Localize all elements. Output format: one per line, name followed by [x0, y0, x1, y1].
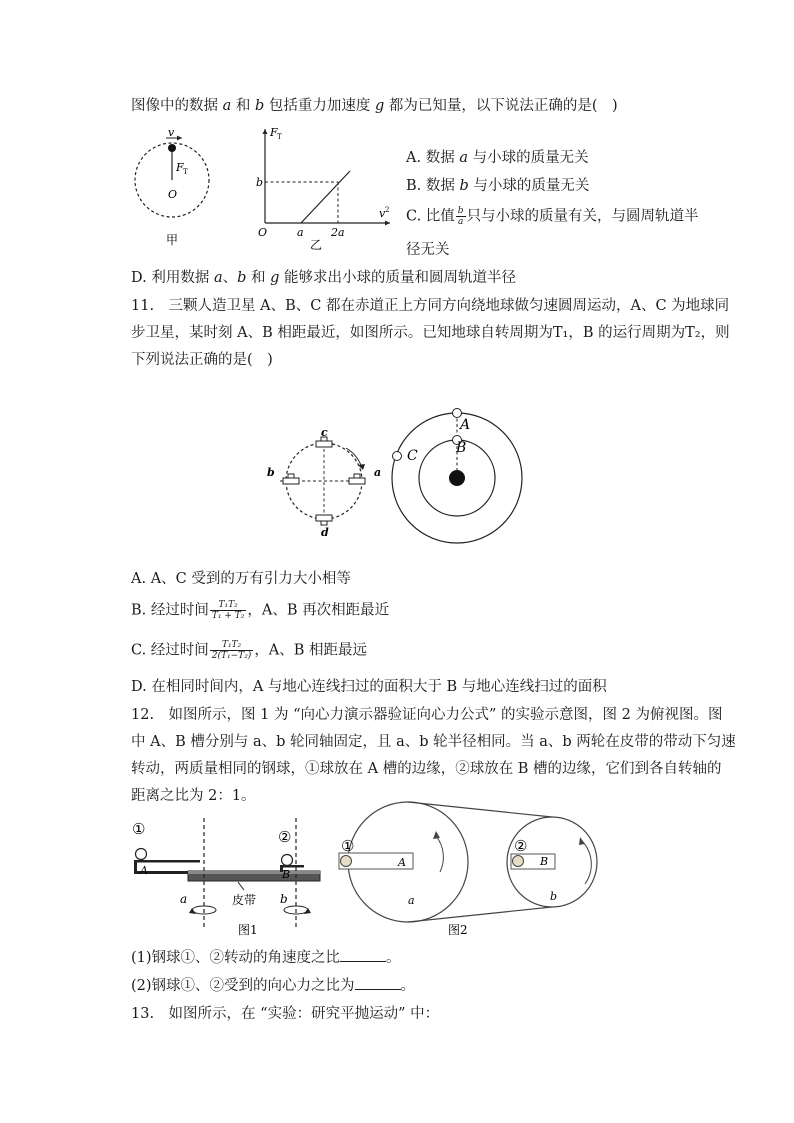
svg-text:d: d [321, 526, 329, 539]
svg-text:B: B [282, 868, 291, 881]
fraction-b-over-a: $\frac{b}{a}$ [457, 206, 464, 227]
svg-text:B: B [456, 440, 467, 456]
q12-sub2: (2)钢球①、②受到的向心力之比为 。 [131, 975, 415, 996]
svg-text:图2: 图2 [448, 923, 468, 937]
svg-text:②: ② [514, 837, 528, 855]
figure-jia [128, 128, 228, 253]
q11-option-a: A. A、C 受到的万有引力大小相等 [131, 571, 351, 587]
svg-text:v: v [168, 126, 175, 139]
q10-option-d: D. 利用数据 a、b 和 g 能够求出小球的质量和圆周轨道半径 [131, 270, 517, 286]
figure-satellite-orbits [388, 402, 533, 552]
svg-text:v: v [379, 207, 386, 220]
q11-option-d: D. 在相同时间内，A 与地心连线扫过的面积大于 B 与地心连线扫过的面积 [131, 679, 607, 695]
figure-rotating-plate [262, 428, 392, 540]
q12-stem-line2: 中 A、B 槽分别与 a、b 轮同轴固定，且 a、b 轮半径相同。当 a、b 两轮在皮带的带动下匀速 [131, 734, 736, 750]
q11-stem-line2: 步卫星，某时刻 A、B 相距最近，如图所示。已知地球自转周期为T₁，B 的运行周期为T₂，则 [131, 325, 730, 341]
svg-text:c: c [321, 426, 328, 439]
q12-stem-line3: 转动，两质量相同的钢球，①球放在 A 槽的边缘，②球放在 B 槽的边缘，它们到各自转轴的 [131, 761, 722, 777]
svg-text:b: b [550, 890, 558, 903]
svg-text:a: a [374, 466, 382, 479]
svg-text:T: T [183, 168, 188, 176]
q11-option-b: B. 经过时间 $\frac{\text{T₁T₂}}{\text{T₁ + T₂}}$ ，A、B 再次相距最近 [131, 600, 390, 621]
svg-text:T: T [277, 133, 282, 141]
answer-blank-1[interactable] [340, 947, 386, 962]
q10-option-c: C. 比值 $\frac{b}{a}$ 只与小球的质量有关，与圆周轨道半 [406, 206, 699, 227]
svg-text:O: O [168, 188, 178, 201]
answer-blank-2[interactable] [355, 975, 401, 990]
q12-sub1: (1)钢球①、②转动的角速度之比 。 [131, 947, 401, 968]
fraction-c: $\frac{\text{T₁T₂}}{\text{2(T₁−T₂)}}$ [211, 640, 252, 661]
q10-option-c-line2: 径无关 [406, 242, 450, 258]
svg-text:a: a [180, 892, 188, 906]
svg-text:F: F [270, 126, 278, 139]
svg-text:O: O [258, 226, 268, 239]
q12-stem-line4: 距离之比为 2：1。 [131, 788, 256, 804]
svg-text:A: A [398, 856, 406, 869]
svg-text:①: ① [341, 837, 355, 855]
svg-text:①: ① [132, 820, 146, 838]
q11-stem-line1: 11. 三颗人造卫星 A、B、C 都在赤道正上方同方向绕地球做匀速圆周运动，A、C 为地球同 [131, 298, 730, 314]
svg-text:C: C [407, 448, 418, 464]
svg-text:B: B [540, 855, 549, 868]
svg-text:2a: 2a [331, 226, 345, 239]
svg-text:b: b [267, 466, 275, 479]
q11-stem-line3: 下列说法正确的是( ) [131, 352, 273, 368]
svg-text:乙: 乙 [310, 238, 323, 252]
figure-1-side-view [130, 818, 325, 940]
svg-text:a: a [408, 894, 415, 907]
svg-text:b: b [256, 176, 264, 189]
svg-text:图1: 图1 [238, 923, 258, 937]
q11-option-c: C. 经过时间 $\frac{\text{T₁T₂}}{\text{2(T₁−T₂)}}$ ，A、B 相距最远 [131, 640, 368, 661]
svg-text:皮带: 皮带 [232, 893, 257, 907]
q10-option-a: A. 数据 a 与小球的质量无关 [406, 150, 589, 166]
q12-stem-line1: 12. 如图所示，图 1 为 “向心力演示器验证向心力公式” 的实验示意图，图 2 为俯视图。图 [131, 707, 723, 723]
svg-text:2: 2 [385, 206, 390, 214]
figure-2-top-view [336, 814, 604, 940]
q10-option-b: B. 数据 b 与小球的质量无关 [406, 178, 590, 194]
q10-intro: 图像中的数据 a 和 b 包括重力加速度 g 都为已知量，以下说法正确的是( ) [131, 98, 618, 114]
figure-yi [255, 124, 395, 254]
fraction-b: $\frac{\text{T₁T₂}}{\text{T₁ + T₂}}$ [211, 600, 245, 621]
svg-text:甲: 甲 [166, 233, 179, 247]
svg-text:②: ② [278, 828, 292, 846]
svg-text:b: b [280, 892, 288, 906]
svg-text:A: A [140, 864, 148, 877]
svg-text:F: F [176, 161, 184, 174]
svg-text:A: A [460, 417, 471, 433]
svg-text:a: a [297, 226, 304, 239]
q13-stem-line1: 13. 如图所示，在 “实验：研究平抛运动” 中： [131, 1006, 440, 1022]
